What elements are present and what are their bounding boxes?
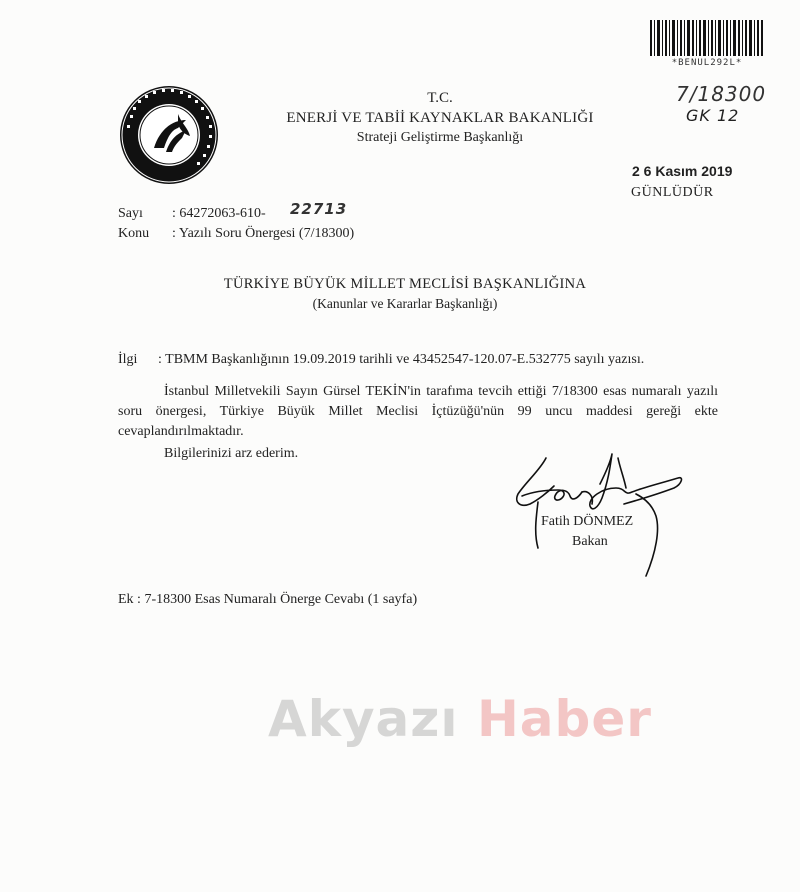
ilgi-value: : TBMM Başkanlığının 19.09.2019 tarihli ve 43452547-120.07-E.532775 sayılı yazısı. <box>158 352 645 367</box>
date-label: GÜNLÜDÜR <box>631 185 714 200</box>
watermark <box>268 690 668 748</box>
ilgi-label: İlgi <box>118 352 138 367</box>
header-line-tc: T.C. <box>427 90 453 106</box>
recipient-subtitle: (Kanunlar ve Kararlar Başkanlığı) <box>312 296 498 311</box>
ministry-logo <box>118 84 220 186</box>
attachment-note: Ek : 7-18300 Esas Numaralı Önerge Cevabı (1 sayfa) <box>118 592 418 607</box>
ministry-name: ENERJİ VE TABİİ KAYNAKLAR BAKANLIĞI <box>286 110 594 126</box>
date-stamp: 2 6 Kasım 2019 <box>632 163 733 179</box>
handwritten-reference-code: GK 12 <box>686 106 740 125</box>
recipient-title: TÜRKİYE BÜYÜK MİLLET MECLİSİ BAŞKANLIĞINA <box>223 276 587 292</box>
sayi-label: Sayı <box>118 206 143 221</box>
konu-label: Konu <box>118 226 150 241</box>
watermark-part1: Akyazı <box>268 690 459 748</box>
sayi-handwritten-number: 22713 <box>290 200 348 218</box>
barcode-text: *BENUL292L* <box>671 58 743 68</box>
signer-title: Bakan <box>572 534 608 549</box>
department-name: Strateji Geliştirme Başkanlığı <box>356 130 524 145</box>
konu-value: : Yazılı Soru Önergesi (7/18300) <box>172 226 355 241</box>
watermark-part2: Haber <box>476 690 652 748</box>
signer-name: Fatih DÖNMEZ <box>541 514 634 529</box>
body-paragraph <box>118 382 718 442</box>
closing-line: Bilgilerinizi arz ederim. <box>164 446 299 461</box>
handwritten-reference: 7/18300 <box>676 82 767 106</box>
body-paragraph-text: İstanbul Milletvekili Sayın Gürsel TEKİN'in tarafıma tevcih ettiği 7/18300 esas numaralı yazılı soru önergesi, Türkiye Büyük Millet Meclisi İçtüzüğü'nün 99 uncu maddesi gereği ekte cevaplandırılmaktadır. <box>118 384 718 439</box>
sayi-value: : 64272063-610- <box>172 206 266 221</box>
